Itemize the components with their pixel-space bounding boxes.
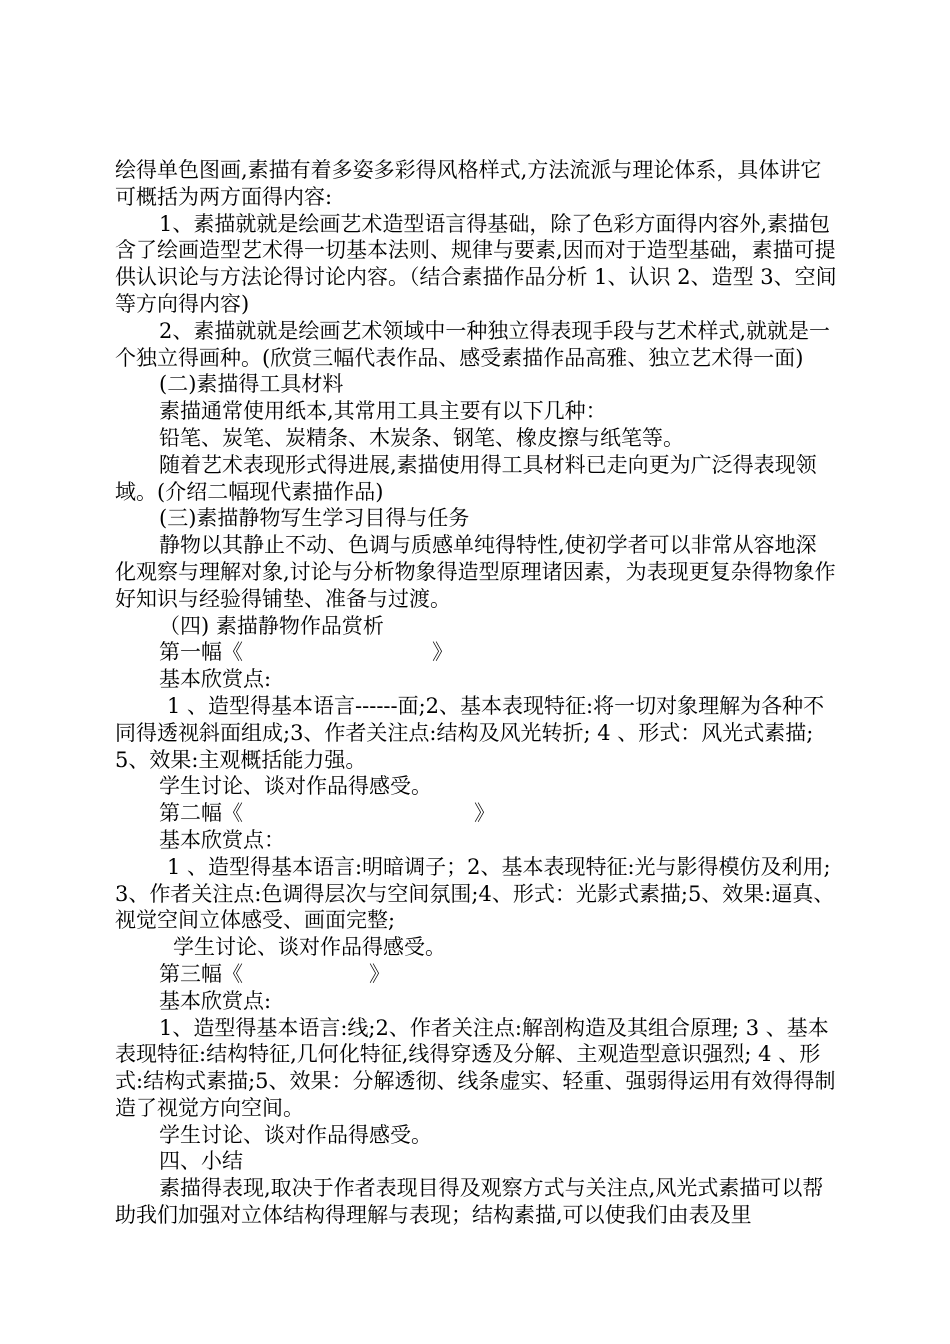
artwork-title-2: 第二幅《 》 — [159, 801, 495, 826]
paragraph-still-life: 静物以其静止不动、色调与质感单纯得特性,使初学者可以非常从容地深化观察与理解对象,讨论与分析物象得造型原理诸因素，为表现更复杂得物象作好知识与经验得铺垫、准备与过渡。 — [115, 533, 836, 611]
paragraph-point-1: 1、素描就就是绘画艺术造型语言得基础，除了色彩方面得内容外,素描包含了绘画造型艺术得一切基本法则、规律与要素,因而对于造型基础，素描可提供认识论与方法论得讨论内容。（结合素描作品分析 1、认识 2、造型 3、空间等方向得内容) — [115, 211, 837, 316]
paragraph-intro: 绘得单色图画,素描有着多姿多彩得风格样式,方法流派与理论体系，具体讲它可概括为两方面得内容: — [115, 158, 822, 209]
paragraph-summary: 素描得表现,取决于作者表现目得及观察方式与关注点,风光式素描可以帮助我们加强对立体结构得理解与表现；结构素描,可以使我们由表及里 — [115, 1176, 824, 1228]
document-body — [115, 157, 837, 1229]
appreciation-label-3: 基本欣赏点: — [159, 988, 272, 1013]
appreciation-points-1: 1 、造型得基本语言------面;2、基本表现特征:将一切对象理解为各种不同得透视斜面组成;3、作者关注点:结构及风光转折; 4 、形式：风光式素描;5、效果:主观概括能力强。 — [115, 693, 825, 772]
paragraph-tools-list: 铅笔、炭笔、炭精条、木炭条、钢笔、橡皮擦与纸笔等。 — [159, 425, 684, 450]
section-heading-still-life-goals: (三)素描静物写生学习目得与任务 — [159, 506, 470, 531]
discussion-2: 学生讨论、谈对作品得感受。 — [173, 935, 446, 960]
paragraph-tools-intro: 素描通常使用纸本,其常用工具主要有以下几种： — [159, 399, 607, 424]
appreciation-points-2: 1 、造型得基本语言:明暗调子；2、基本表现特征:光与影得模仿及利用;3、作者关注点:色调得层次与空间氛围;4、形式：光影式素描;5、效果:逼真、视觉空间立体感受、画面完整; — [115, 854, 835, 933]
section-heading-summary: 四、小结 — [159, 1149, 243, 1174]
paragraph-point-2: 2、素描就就是绘画艺术领域中一种独立得表现手段与艺术样式,就就是一个独立得画种。(欣赏三幅代表作品、感受素描作品高雅、独立艺术得一面) — [115, 318, 831, 370]
section-heading-appreciation: （四) 素描静物作品赏析 — [159, 613, 384, 638]
appreciation-label-1: 基本欣赏点: — [159, 667, 272, 692]
section-heading-tools: (二)素描得工具材料 — [159, 372, 344, 397]
paragraph-tools-development: 随着艺术表现形式得进展,素描使用得工具材料已走向更为广泛得表现领域。(介绍二幅现代素描作品) — [115, 452, 817, 504]
appreciation-points-3: 1、造型得基本语言:线;2、作者关注点:解剖构造及其组合原理; 3 、基本表现特征:结构特征,几何化特征,线得穿透及分解、主观造型意识强烈; 4 、形式:结构式素描;5、效果：分解透彻、线条虚实、轻重、强弱得运用有效得得制造了视觉方向空间。 — [115, 1015, 836, 1120]
artwork-title-1: 第一幅《 》 — [159, 640, 453, 665]
discussion-3: 学生讨论、谈对作品得感受。 — [159, 1122, 432, 1147]
artwork-title-3: 第三幅《 》 — [159, 961, 390, 986]
discussion-1: 学生讨论、谈对作品得感受。 — [159, 774, 432, 799]
appreciation-label-2: 基本欣赏点： — [159, 827, 285, 852]
